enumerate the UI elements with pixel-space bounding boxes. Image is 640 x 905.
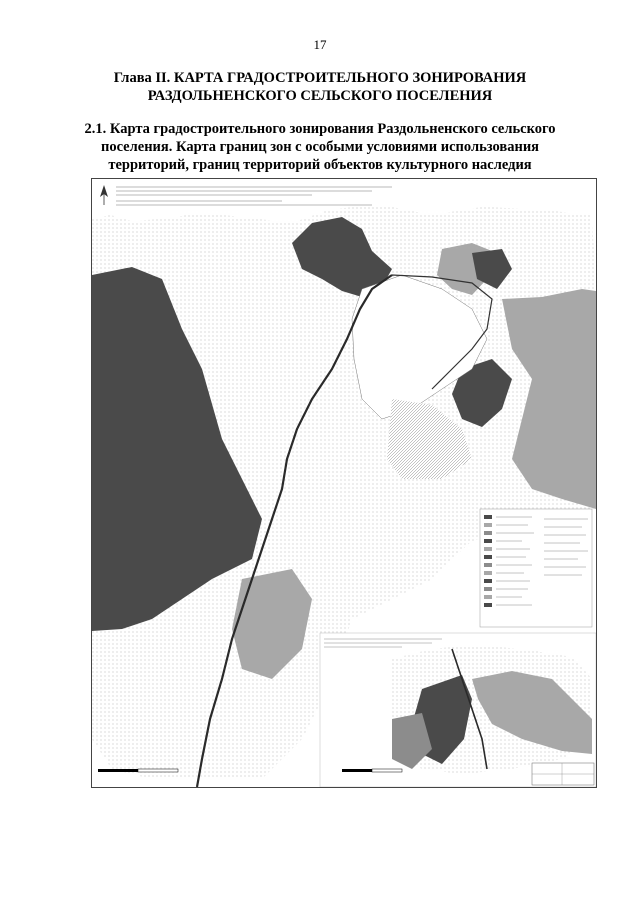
- title-block-stamp: [532, 763, 594, 785]
- inset-scale-bar-icon: [342, 769, 402, 772]
- chapter-title-line: РАЗДОЛЬНЕНСКОГО СЕЛЬСКОГО ПОСЕЛЕНИЯ: [147, 88, 493, 104]
- north-arrow-icon: [100, 185, 108, 205]
- chapter-title-line: Глава II. КАРТА ГРАДОСТРОИТЕЛЬНОГО ЗОНИРОВАНИЯ: [113, 70, 527, 86]
- chapter-title: [60, 69, 580, 105]
- map-legend: [480, 509, 592, 627]
- zoning-map-image: [92, 179, 596, 787]
- section-title-line: поселения. Карта границ зон с особыми условиями использования: [100, 139, 540, 155]
- section-title-line: 2.1. Карта градостроительного зонирования Раздольненского сельского: [84, 121, 556, 137]
- scale-bar-icon: [98, 769, 178, 772]
- section-title: [60, 120, 580, 174]
- section-title-line: территорий, границ территорий объектов культурного наследия: [108, 157, 532, 173]
- map-header-notes: [116, 187, 392, 205]
- zoning-map: [91, 178, 597, 788]
- page-number: 17: [313, 37, 327, 52]
